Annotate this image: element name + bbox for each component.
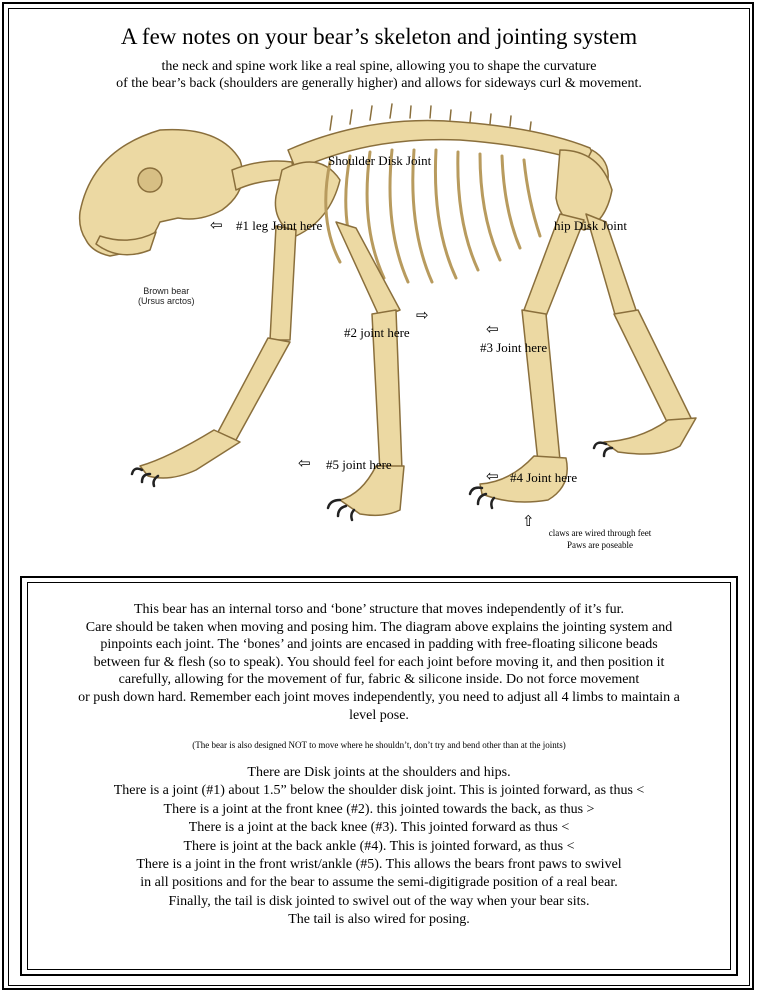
page-title: A few notes on your bear’s skeleton and jointing system <box>120 24 638 49</box>
arrow-left-icon: ⇦ <box>298 454 311 472</box>
instructions-line: carefully, allowing for the movement of fur, fabric & silicone inside. Do not force movement <box>118 672 640 688</box>
species-latin-name: (Ursus arctos) <box>138 296 195 306</box>
species-common-name: Brown bear <box>143 286 190 296</box>
arrow-left-icon: ⇦ <box>486 467 499 485</box>
instructions-line: between fur & flesh (so to speak). You should feel for each joint before moving it, and then position it <box>93 654 665 670</box>
joints-line: There is a joint in the front wrist/ankle (#5). This allows the bears front paws to swivel <box>136 857 622 873</box>
joints-line: There is a joint (#1) about 1.5” below the shoulder disk joint. This is jointed forward, as thus < <box>113 783 645 799</box>
joint-1-label: #1 leg Joint here <box>236 218 323 233</box>
joint-3-label: #3 Joint here <box>480 340 548 355</box>
joints-line: The tail is also wired for posing. <box>288 912 470 928</box>
joints-line: There are Disk joints at the shoulders and hips. <box>247 765 511 780</box>
intro-text <box>0 58 758 92</box>
hind-left-shin <box>522 310 560 462</box>
joint-4-label: #4 Joint here <box>510 470 578 485</box>
intro-line: the neck and spine work like a real spine, allowing you to shape the curvature <box>161 59 597 74</box>
joints-line: in all positions and for the bear to assume the semi-digitigrade position of a real bear. <box>140 875 618 891</box>
claws-note-line: Paws are poseable <box>567 540 633 550</box>
instructions-line: level pose. <box>349 707 409 723</box>
instructions-line: This bear has an internal torso and ‘bone’ structure that moves independently of it’s fur. <box>134 602 624 617</box>
intro-line: of the bear’s back (shoulders are generally higher) and allows for sideways curl & movement. <box>116 76 642 91</box>
joints-line: There is a joint at the back knee (#3). This jointed forward as thus < <box>188 820 570 836</box>
hip-disk-joint-label: hip Disk Joint <box>554 218 627 233</box>
arrow-up-icon: ⇧ <box>522 512 535 530</box>
claws-note-line: claws are wired through feet <box>548 528 652 538</box>
joints-line: There is joint at the back ankle (#4). This is jointed forward, as thus < <box>183 838 575 854</box>
joint-5-label: #5 joint here <box>326 457 392 472</box>
arrow-left-icon: ⇦ <box>210 216 223 234</box>
arrow-left-icon: ⇦ <box>486 320 499 338</box>
joint-2-label: #2 joint here <box>344 325 410 340</box>
front-left-paw <box>140 430 240 478</box>
joints-list <box>28 764 730 930</box>
joints-line: There is a joint at the front knee (#2). this jointed towards the back, as thus > <box>163 801 595 817</box>
instructions-line: or push down hard. Remember each joint moves independently, you need to adjust all 4 limbs to maintain a <box>78 689 680 705</box>
hind-right-paw <box>604 418 696 454</box>
arrow-right-icon: ⇨ <box>416 306 429 324</box>
front-left-upper-leg <box>270 226 296 340</box>
joints-line: Finally, the tail is disk jointed to swivel out of the way when your bear sits. <box>168 893 590 909</box>
instructions-line: pinpoints each joint. The ‘bones’ and joints are encased in padding with free-floating silicone beads <box>100 637 658 653</box>
front-right-paw <box>340 466 404 515</box>
shoulder-disk-joint-label: Shoulder Disk Joint <box>328 153 432 168</box>
front-left-lower-leg <box>218 338 290 440</box>
hind-right-shin <box>614 310 692 428</box>
front-right-upper-leg <box>336 222 400 318</box>
species-caption <box>138 286 195 306</box>
disclaimer: (The bear is also designed NOT to move where he shouldn’t, don’t try and bend other than at the joints) <box>192 740 566 750</box>
instructions-line: Care should be taken when moving and posing him. The diagram above explains the jointing system and <box>85 619 673 635</box>
instructions-paragraph <box>28 601 730 724</box>
claws-note <box>510 527 690 551</box>
